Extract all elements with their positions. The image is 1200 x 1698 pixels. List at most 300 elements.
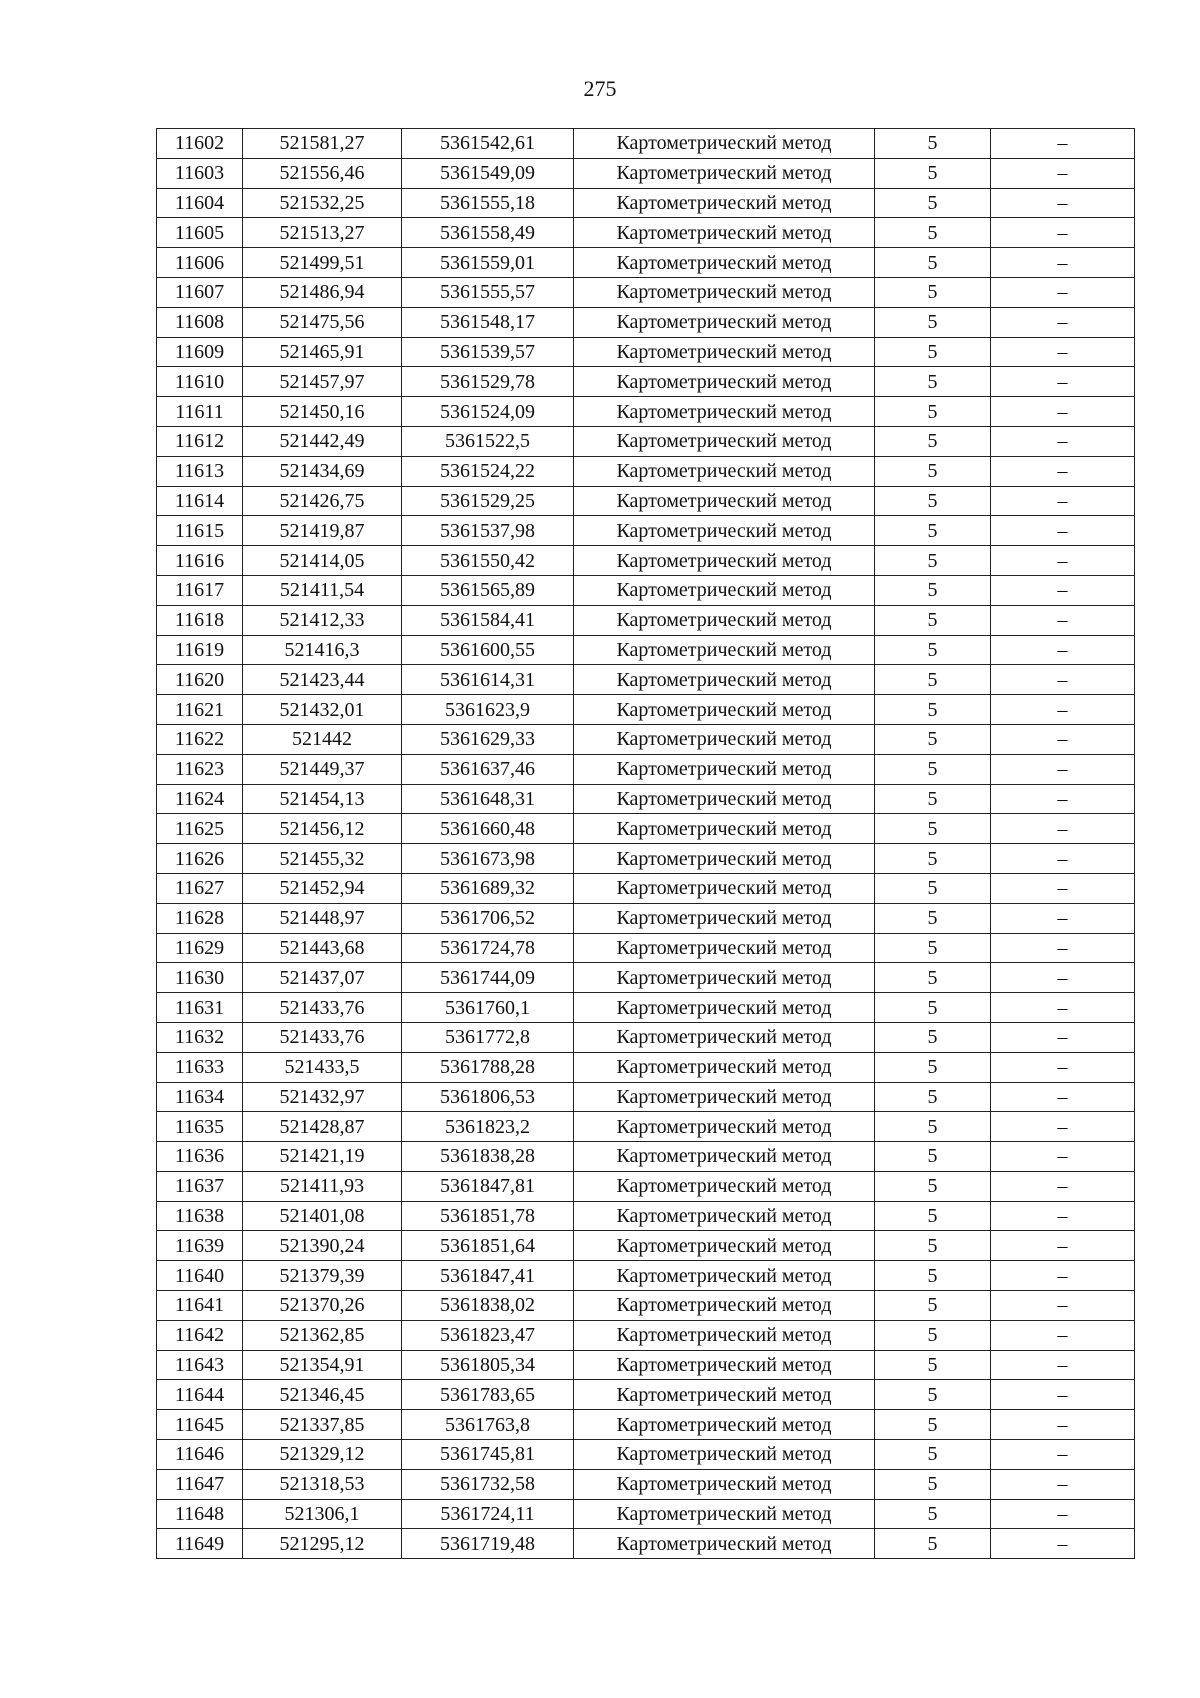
method-cell: Картометрический метод: [574, 1171, 875, 1201]
point-number-cell: 11641: [157, 1291, 243, 1321]
accuracy-cell: 5: [875, 903, 991, 933]
point-number-cell: 11606: [157, 248, 243, 278]
accuracy-cell: 5: [875, 1231, 991, 1261]
table-row: [157, 456, 1135, 486]
accuracy-cell: 5: [875, 486, 991, 516]
coordinate-y-cell: 5361838,02: [402, 1291, 574, 1321]
method-cell: Картометрический метод: [574, 426, 875, 456]
note-cell: –: [991, 1142, 1135, 1172]
coordinate-x-cell: 521432,97: [243, 1082, 402, 1112]
table-row: [157, 248, 1135, 278]
method-cell: Картометрический метод: [574, 158, 875, 188]
note-cell: –: [991, 1469, 1135, 1499]
note-cell: –: [991, 129, 1135, 159]
method-cell: Картометрический метод: [574, 963, 875, 993]
coordinate-y-cell: 5361763,8: [402, 1410, 574, 1440]
coordinate-x-cell: 521329,12: [243, 1440, 402, 1470]
point-number-cell: 11627: [157, 873, 243, 903]
note-cell: –: [991, 426, 1135, 456]
coordinate-x-cell: 521513,27: [243, 218, 402, 248]
note-cell: –: [991, 1499, 1135, 1529]
point-number-cell: 11647: [157, 1469, 243, 1499]
coordinate-x-cell: 521465,91: [243, 337, 402, 367]
method-cell: Картометрический метод: [574, 1022, 875, 1052]
coordinate-y-cell: 5361772,8: [402, 1022, 574, 1052]
method-cell: Картометрический метод: [574, 1201, 875, 1231]
accuracy-cell: 5: [875, 1320, 991, 1350]
note-cell: –: [991, 724, 1135, 754]
coordinate-y-cell: 5361724,11: [402, 1499, 574, 1529]
coordinate-x-cell: 521443,68: [243, 933, 402, 963]
coordinate-x-cell: 521475,56: [243, 307, 402, 337]
coordinate-y-cell: 5361529,78: [402, 367, 574, 397]
accuracy-cell: 5: [875, 784, 991, 814]
accuracy-cell: 5: [875, 1261, 991, 1291]
coordinate-x-cell: 521346,45: [243, 1380, 402, 1410]
note-cell: –: [991, 277, 1135, 307]
accuracy-cell: 5: [875, 397, 991, 427]
accuracy-cell: 5: [875, 129, 991, 159]
coordinate-x-cell: 521448,97: [243, 903, 402, 933]
point-number-cell: 11640: [157, 1261, 243, 1291]
coordinate-x-cell: 521581,27: [243, 129, 402, 159]
coordinate-y-cell: 5361542,61: [402, 129, 574, 159]
table-row: [157, 1142, 1135, 1172]
coordinate-y-cell: 5361548,17: [402, 307, 574, 337]
accuracy-cell: 5: [875, 695, 991, 725]
method-cell: Картометрический метод: [574, 933, 875, 963]
coordinate-x-cell: 521337,85: [243, 1410, 402, 1440]
accuracy-cell: 5: [875, 1112, 991, 1142]
method-cell: Картометрический метод: [574, 993, 875, 1023]
coordinate-y-cell: 5361838,28: [402, 1142, 574, 1172]
method-cell: Картометрический метод: [574, 754, 875, 784]
point-number-cell: 11639: [157, 1231, 243, 1261]
table-row: [157, 1380, 1135, 1410]
coordinate-y-cell: 5361788,28: [402, 1052, 574, 1082]
method-cell: Картометрический метод: [574, 873, 875, 903]
coordinate-y-cell: 5361529,25: [402, 486, 574, 516]
coordinate-y-cell: 5361600,55: [402, 635, 574, 665]
table-row: [157, 1440, 1135, 1470]
page-number: 275: [583, 76, 617, 101]
coordinate-x-cell: 521401,08: [243, 1201, 402, 1231]
coordinate-x-cell: 521452,94: [243, 873, 402, 903]
point-number-cell: 11616: [157, 546, 243, 576]
point-number-cell: 11638: [157, 1201, 243, 1231]
table-row: [157, 605, 1135, 635]
table-row: [157, 546, 1135, 576]
note-cell: –: [991, 903, 1135, 933]
method-cell: Картометрический метод: [574, 367, 875, 397]
note-cell: –: [991, 873, 1135, 903]
table-row: [157, 218, 1135, 248]
table-row: [157, 1052, 1135, 1082]
point-number-cell: 11611: [157, 397, 243, 427]
point-number-cell: 11617: [157, 575, 243, 605]
coordinate-x-cell: 521450,16: [243, 397, 402, 427]
accuracy-cell: 5: [875, 456, 991, 486]
coordinate-x-cell: 521449,37: [243, 754, 402, 784]
accuracy-cell: 5: [875, 635, 991, 665]
coordinate-y-cell: 5361673,98: [402, 844, 574, 874]
method-cell: Картометрический метод: [574, 1529, 875, 1559]
coordinate-y-cell: 5361614,31: [402, 665, 574, 695]
method-cell: Картометрический метод: [574, 248, 875, 278]
coordinate-y-cell: 5361522,5: [402, 426, 574, 456]
method-cell: Картометрический метод: [574, 695, 875, 725]
note-cell: –: [991, 963, 1135, 993]
coordinate-y-cell: 5361648,31: [402, 784, 574, 814]
point-number-cell: 11619: [157, 635, 243, 665]
table-row: [157, 397, 1135, 427]
note-cell: –: [991, 1440, 1135, 1470]
coordinate-x-cell: 521499,51: [243, 248, 402, 278]
note-cell: –: [991, 456, 1135, 486]
note-cell: –: [991, 1320, 1135, 1350]
accuracy-cell: 5: [875, 158, 991, 188]
note-cell: –: [991, 516, 1135, 546]
coordinate-x-cell: 521454,13: [243, 784, 402, 814]
point-number-cell: 11613: [157, 456, 243, 486]
accuracy-cell: 5: [875, 1082, 991, 1112]
coordinate-y-cell: 5361806,53: [402, 1082, 574, 1112]
note-cell: –: [991, 1350, 1135, 1380]
table-row: [157, 993, 1135, 1023]
table-row: [157, 575, 1135, 605]
coordinate-y-cell: 5361706,52: [402, 903, 574, 933]
point-number-cell: 11637: [157, 1171, 243, 1201]
coordinate-y-cell: 5361732,58: [402, 1469, 574, 1499]
coordinate-x-cell: 521532,25: [243, 188, 402, 218]
note-cell: –: [991, 1291, 1135, 1321]
accuracy-cell: 5: [875, 724, 991, 754]
accuracy-cell: 5: [875, 277, 991, 307]
coordinate-x-cell: 521411,54: [243, 575, 402, 605]
method-cell: Картометрический метод: [574, 1082, 875, 1112]
coordinate-x-cell: 521442: [243, 724, 402, 754]
coordinates-table: [156, 128, 1135, 1559]
point-number-cell: 11614: [157, 486, 243, 516]
accuracy-cell: 5: [875, 1469, 991, 1499]
note-cell: –: [991, 1261, 1135, 1291]
coordinate-x-cell: 521433,5: [243, 1052, 402, 1082]
coordinate-y-cell: 5361629,33: [402, 724, 574, 754]
coordinate-x-cell: 521486,94: [243, 277, 402, 307]
point-number-cell: 11604: [157, 188, 243, 218]
coordinate-x-cell: 521437,07: [243, 963, 402, 993]
method-cell: Картометрический метод: [574, 1112, 875, 1142]
accuracy-cell: 5: [875, 218, 991, 248]
method-cell: Картометрический метод: [574, 277, 875, 307]
point-number-cell: 11644: [157, 1380, 243, 1410]
method-cell: Картометрический метод: [574, 1350, 875, 1380]
method-cell: Картометрический метод: [574, 1320, 875, 1350]
accuracy-cell: 5: [875, 963, 991, 993]
note-cell: –: [991, 307, 1135, 337]
coordinate-x-cell: 521412,33: [243, 605, 402, 635]
accuracy-cell: 5: [875, 367, 991, 397]
table-row: [157, 1231, 1135, 1261]
coordinate-x-cell: 521556,46: [243, 158, 402, 188]
table-row: [157, 665, 1135, 695]
method-cell: Картометрический метод: [574, 1291, 875, 1321]
table-row: [157, 1499, 1135, 1529]
method-cell: Картометрический метод: [574, 665, 875, 695]
coordinate-y-cell: 5361689,32: [402, 873, 574, 903]
point-number-cell: 11625: [157, 814, 243, 844]
coordinate-x-cell: 521414,05: [243, 546, 402, 576]
table-row: [157, 158, 1135, 188]
coordinate-y-cell: 5361623,9: [402, 695, 574, 725]
accuracy-cell: 5: [875, 1350, 991, 1380]
point-number-cell: 11608: [157, 307, 243, 337]
accuracy-cell: 5: [875, 1142, 991, 1172]
coordinate-x-cell: 521295,12: [243, 1529, 402, 1559]
note-cell: –: [991, 367, 1135, 397]
note-cell: –: [991, 486, 1135, 516]
point-number-cell: 11618: [157, 605, 243, 635]
accuracy-cell: 5: [875, 844, 991, 874]
method-cell: Картометрический метод: [574, 814, 875, 844]
note-cell: –: [991, 695, 1135, 725]
accuracy-cell: 5: [875, 337, 991, 367]
point-number-cell: 11615: [157, 516, 243, 546]
table-row: [157, 1320, 1135, 1350]
note-cell: –: [991, 1231, 1135, 1261]
table-row: [157, 635, 1135, 665]
coordinate-y-cell: 5361524,09: [402, 397, 574, 427]
note-cell: –: [991, 397, 1135, 427]
point-number-cell: 11628: [157, 903, 243, 933]
coordinate-y-cell: 5361637,46: [402, 754, 574, 784]
point-number-cell: 11630: [157, 963, 243, 993]
table-row: [157, 367, 1135, 397]
point-number-cell: 11623: [157, 754, 243, 784]
coordinate-y-cell: 5361805,34: [402, 1350, 574, 1380]
table-row: [157, 1410, 1135, 1440]
coordinate-y-cell: 5361745,81: [402, 1440, 574, 1470]
coordinate-x-cell: 521390,24: [243, 1231, 402, 1261]
coordinate-y-cell: 5361565,89: [402, 575, 574, 605]
coordinate-x-cell: 521306,1: [243, 1499, 402, 1529]
note-cell: –: [991, 933, 1135, 963]
note-cell: –: [991, 546, 1135, 576]
coordinate-y-cell: 5361744,09: [402, 963, 574, 993]
method-cell: Картометрический метод: [574, 188, 875, 218]
coordinate-y-cell: 5361555,18: [402, 188, 574, 218]
method-cell: Картометрический метод: [574, 1410, 875, 1440]
method-cell: Картометрический метод: [574, 784, 875, 814]
table-row: [157, 337, 1135, 367]
coordinate-y-cell: 5361584,41: [402, 605, 574, 635]
method-cell: Картометрический метод: [574, 724, 875, 754]
accuracy-cell: 5: [875, 605, 991, 635]
coordinate-x-cell: 521379,39: [243, 1261, 402, 1291]
accuracy-cell: 5: [875, 1052, 991, 1082]
coordinate-y-cell: 5361719,48: [402, 1529, 574, 1559]
note-cell: –: [991, 1171, 1135, 1201]
note-cell: –: [991, 814, 1135, 844]
point-number-cell: 11629: [157, 933, 243, 963]
accuracy-cell: 5: [875, 1171, 991, 1201]
note-cell: –: [991, 844, 1135, 874]
coordinate-x-cell: 521457,97: [243, 367, 402, 397]
note-cell: –: [991, 993, 1135, 1023]
point-number-cell: 11646: [157, 1440, 243, 1470]
point-number-cell: 11633: [157, 1052, 243, 1082]
coordinate-y-cell: 5361660,48: [402, 814, 574, 844]
accuracy-cell: 5: [875, 188, 991, 218]
method-cell: Картометрический метод: [574, 486, 875, 516]
coordinates-table-body: [157, 129, 1135, 1559]
table-row: [157, 486, 1135, 516]
table-row: [157, 277, 1135, 307]
coordinate-x-cell: 521423,44: [243, 665, 402, 695]
table-row: [157, 129, 1135, 159]
table-row: [157, 1291, 1135, 1321]
coordinate-x-cell: 521411,93: [243, 1171, 402, 1201]
note-cell: –: [991, 1112, 1135, 1142]
accuracy-cell: 5: [875, 575, 991, 605]
table-row: [157, 1469, 1135, 1499]
coordinate-y-cell: 5361783,65: [402, 1380, 574, 1410]
coordinate-y-cell: 5361851,64: [402, 1231, 574, 1261]
coordinate-y-cell: 5361537,98: [402, 516, 574, 546]
point-number-cell: 11605: [157, 218, 243, 248]
accuracy-cell: 5: [875, 1201, 991, 1231]
coordinate-y-cell: 5361550,42: [402, 546, 574, 576]
method-cell: Картометрический метод: [574, 1142, 875, 1172]
point-number-cell: 11622: [157, 724, 243, 754]
coordinate-y-cell: 5361539,57: [402, 337, 574, 367]
method-cell: Картометрический метод: [574, 397, 875, 427]
coordinate-x-cell: 521421,19: [243, 1142, 402, 1172]
method-cell: Картометрический метод: [574, 337, 875, 367]
method-cell: Картометрический метод: [574, 1231, 875, 1261]
coordinate-x-cell: 521432,01: [243, 695, 402, 725]
point-number-cell: 11610: [157, 367, 243, 397]
table-row: [157, 873, 1135, 903]
note-cell: –: [991, 635, 1135, 665]
method-cell: Картометрический метод: [574, 456, 875, 486]
coordinate-x-cell: 521433,76: [243, 993, 402, 1023]
table-row: [157, 963, 1135, 993]
method-cell: Картометрический метод: [574, 575, 875, 605]
coordinate-x-cell: 521426,75: [243, 486, 402, 516]
table-row: [157, 307, 1135, 337]
coordinate-x-cell: 521318,53: [243, 1469, 402, 1499]
table-row: [157, 188, 1135, 218]
accuracy-cell: 5: [875, 426, 991, 456]
table-row: [157, 903, 1135, 933]
note-cell: –: [991, 1380, 1135, 1410]
coordinate-y-cell: 5361558,49: [402, 218, 574, 248]
coordinate-x-cell: 521456,12: [243, 814, 402, 844]
table-row: [157, 695, 1135, 725]
coordinate-x-cell: 521428,87: [243, 1112, 402, 1142]
note-cell: –: [991, 188, 1135, 218]
accuracy-cell: 5: [875, 1022, 991, 1052]
coordinate-x-cell: 521442,49: [243, 426, 402, 456]
note-cell: –: [991, 1529, 1135, 1559]
coordinate-y-cell: 5361823,47: [402, 1320, 574, 1350]
point-number-cell: 11648: [157, 1499, 243, 1529]
method-cell: Картометрический метод: [574, 1499, 875, 1529]
coordinate-y-cell: 5361724,78: [402, 933, 574, 963]
method-cell: Картометрический метод: [574, 129, 875, 159]
coordinate-y-cell: 5361549,09: [402, 158, 574, 188]
coordinate-y-cell: 5361851,78: [402, 1201, 574, 1231]
point-number-cell: 11620: [157, 665, 243, 695]
coordinate-x-cell: 521419,87: [243, 516, 402, 546]
accuracy-cell: 5: [875, 248, 991, 278]
table-row: [157, 1529, 1135, 1559]
method-cell: Картометрический метод: [574, 1440, 875, 1470]
method-cell: Картометрический метод: [574, 546, 875, 576]
method-cell: Картометрический метод: [574, 307, 875, 337]
point-number-cell: 11626: [157, 844, 243, 874]
accuracy-cell: 5: [875, 516, 991, 546]
coordinate-x-cell: 521433,76: [243, 1022, 402, 1052]
note-cell: –: [991, 1410, 1135, 1440]
note-cell: –: [991, 1022, 1135, 1052]
coordinate-x-cell: 521434,69: [243, 456, 402, 486]
accuracy-cell: 5: [875, 873, 991, 903]
table-row: [157, 1201, 1135, 1231]
table-row: [157, 933, 1135, 963]
point-number-cell: 11631: [157, 993, 243, 1023]
point-number-cell: 11624: [157, 784, 243, 814]
note-cell: –: [991, 1082, 1135, 1112]
note-cell: –: [991, 1052, 1135, 1082]
point-number-cell: 11609: [157, 337, 243, 367]
table-row: [157, 784, 1135, 814]
method-cell: Картометрический метод: [574, 1469, 875, 1499]
coordinate-x-cell: 521362,85: [243, 1320, 402, 1350]
note-cell: –: [991, 248, 1135, 278]
coordinate-y-cell: 5361559,01: [402, 248, 574, 278]
method-cell: Картометрический метод: [574, 218, 875, 248]
accuracy-cell: 5: [875, 665, 991, 695]
coordinate-y-cell: 5361760,1: [402, 993, 574, 1023]
point-number-cell: 11643: [157, 1350, 243, 1380]
note-cell: –: [991, 337, 1135, 367]
table-row: [157, 1112, 1135, 1142]
table-row: [157, 426, 1135, 456]
accuracy-cell: 5: [875, 1380, 991, 1410]
note-cell: –: [991, 1201, 1135, 1231]
table-row: [157, 754, 1135, 784]
accuracy-cell: 5: [875, 814, 991, 844]
accuracy-cell: 5: [875, 546, 991, 576]
point-number-cell: 11642: [157, 1320, 243, 1350]
point-number-cell: 11634: [157, 1082, 243, 1112]
table-row: [157, 844, 1135, 874]
point-number-cell: 11635: [157, 1112, 243, 1142]
accuracy-cell: 5: [875, 933, 991, 963]
accuracy-cell: 5: [875, 1499, 991, 1529]
accuracy-cell: 5: [875, 754, 991, 784]
coordinate-y-cell: 5361847,41: [402, 1261, 574, 1291]
method-cell: Картометрический метод: [574, 903, 875, 933]
method-cell: Картометрический метод: [574, 635, 875, 665]
method-cell: Картометрический метод: [574, 1261, 875, 1291]
coordinate-y-cell: 5361823,2: [402, 1112, 574, 1142]
point-number-cell: 11632: [157, 1022, 243, 1052]
table-row: [157, 1082, 1135, 1112]
table-row: [157, 516, 1135, 546]
